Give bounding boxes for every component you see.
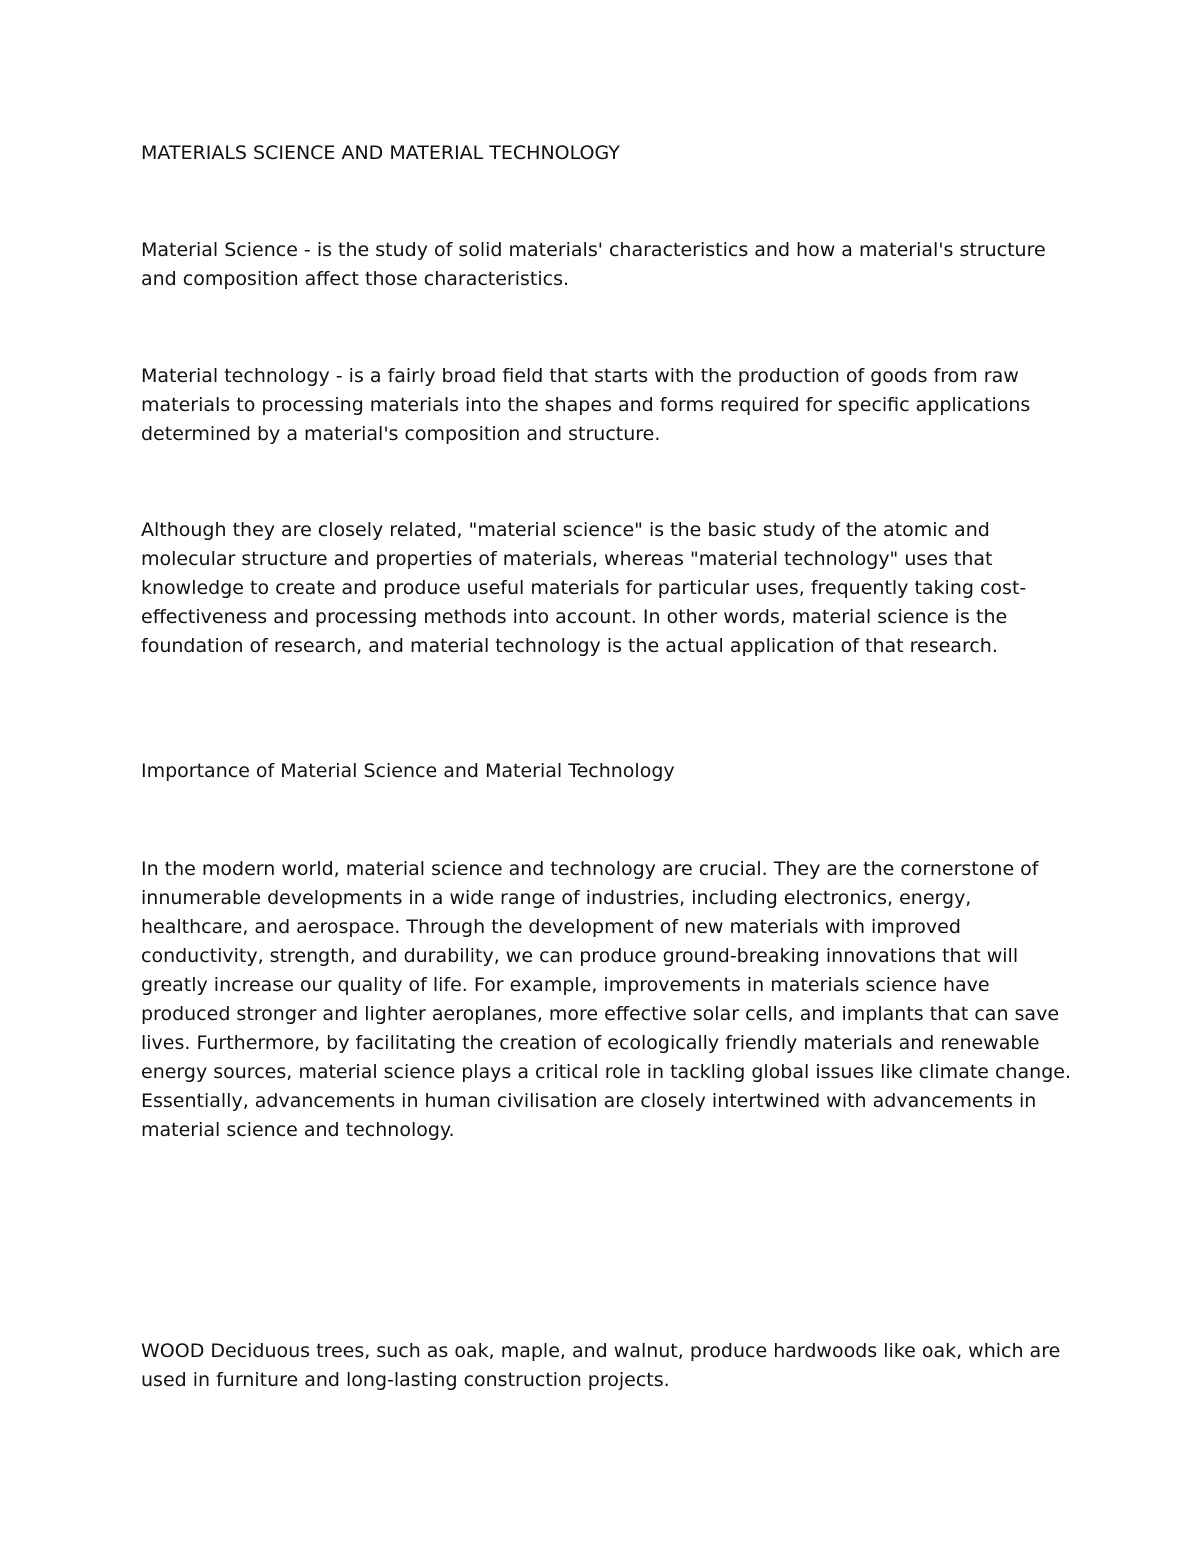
document-title: MATERIALS SCIENCE AND MATERIAL TECHNOLOGY bbox=[141, 142, 620, 164]
section-heading: Importance of Material Science and Material Technology bbox=[141, 760, 675, 782]
paragraph-material-science: Material Science - is the study of solid materials' characteristics and how a material's structure and composition affect those characteristics. bbox=[141, 239, 1046, 290]
paragraph-comparison: Although they are closely related, "material science" is the basic study of the atomic and molecular structure and properties of materials, whereas "material technology" uses that knowledge to create and produce useful materials for particular uses, frequently taking cost-effectiveness and processing methods into account. In other words, material science is the foundation of research, and material technology is the actual application of that research. bbox=[141, 519, 1027, 657]
paragraph-wood: WOOD Deciduous trees, such as oak, maple, and walnut, produce hardwoods like oak, which are used in furniture and long-lasting construction projects. bbox=[141, 1340, 1061, 1391]
paragraph-importance: In the modern world, material science and technology are crucial. They are the cornerstone of innumerable developments in a wide range of industries, including electronics, energy, healthcare, and aerospace. Through the development of new materials with improved conductivity, strength, and durability, we can produce ground-breaking innovations that will greatly increase our quality of life. For example, improvements in materials science have produced stronger and lighter aeroplanes, more effective solar cells, and implants that can save lives. Furthermore, by facilitating the creation of ecologically friendly materials and renewable energy sources, material science plays a critical role in tackling global issues like climate change. Essentially, advancements in human civilisation are closely intertwined with advancements in material science and technology. bbox=[141, 858, 1071, 1141]
paragraph-material-technology: Material technology - is a fairly broad field that starts with the production of goods from raw materials to processing materials into the shapes and forms required for specific applications determined by a material's composition and structure. bbox=[141, 365, 1031, 445]
